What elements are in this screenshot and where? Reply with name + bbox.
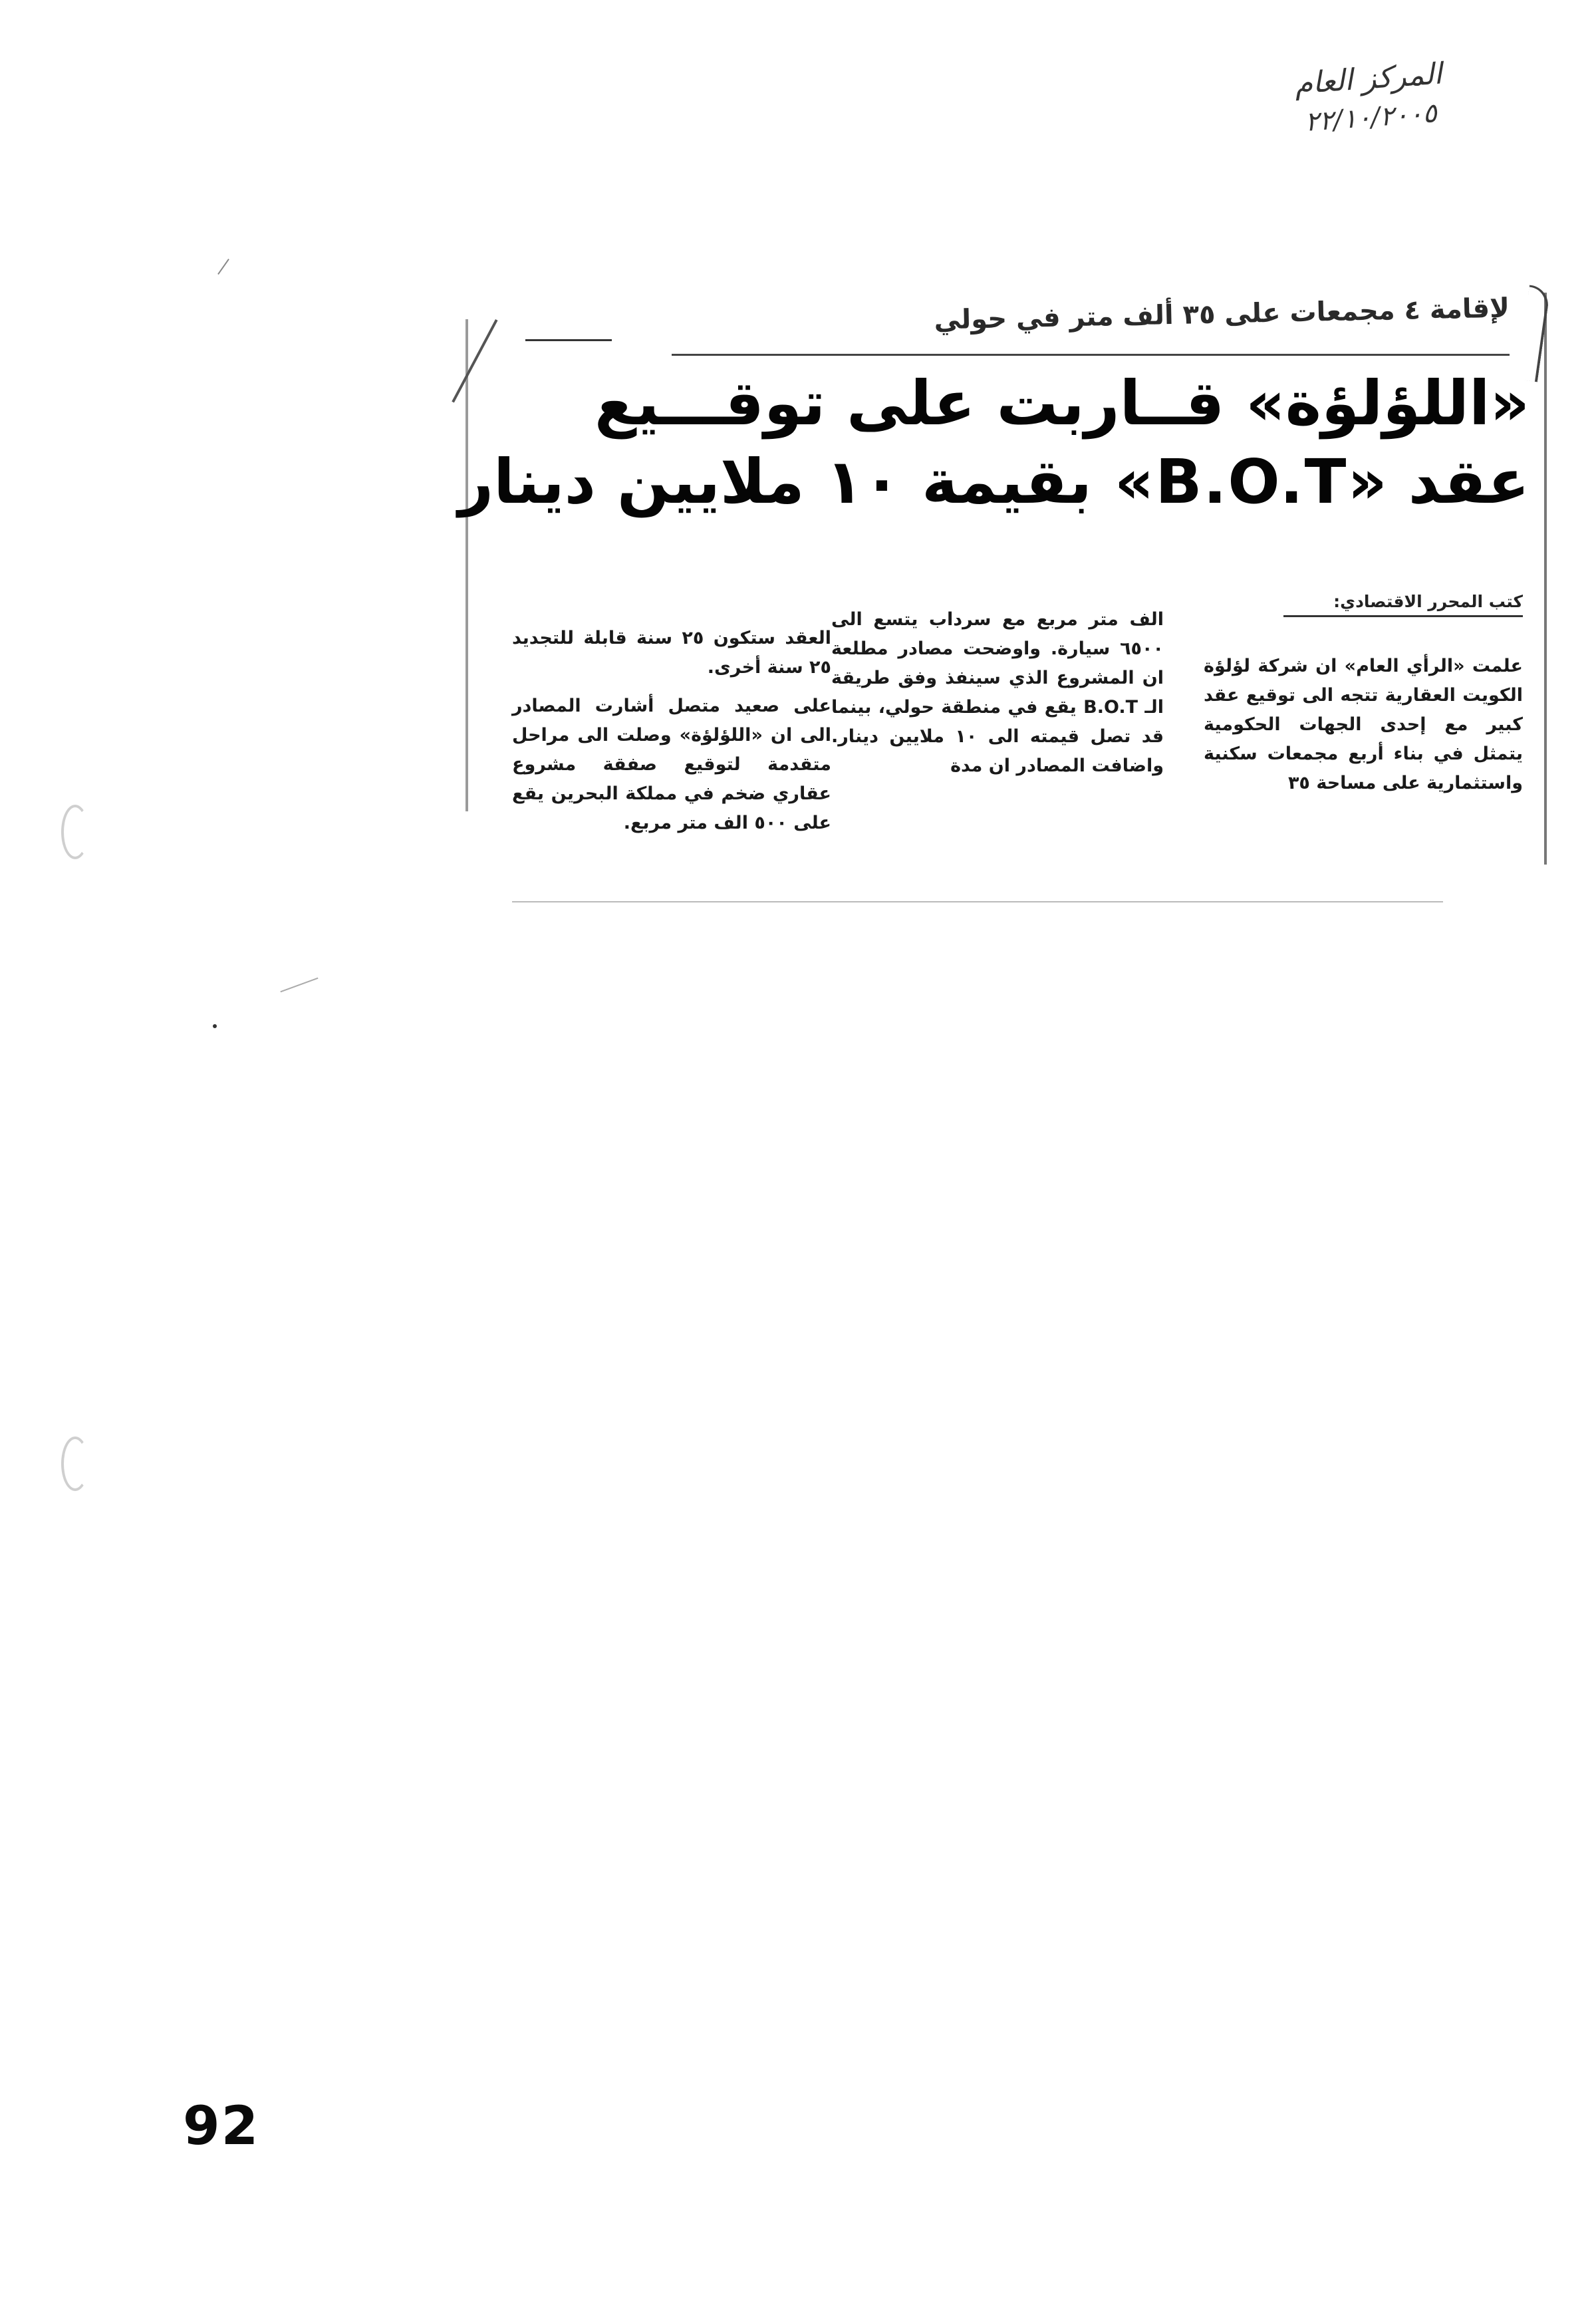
- clipping-edge-bottom: [512, 901, 1443, 902]
- article-column-middle: الف متر مربع مع سرداب يتسع الى ٦٥٠٠ سيارة. واوضحت مصادر مطلعة ان المشروع الذي سينفذ وفق طريقة الـ B.O.T يقع في منطقة حولي، بينما قد تصل قيمته الى ١٠ ملايين دينار. واضافت المصادر ان مدة: [831, 609, 1164, 776]
- handwritten-annotation: [1208, 49, 1532, 157]
- scan-mark: [217, 259, 229, 275]
- headline-line-2: عقد «B.O.T» بقيمة ١٠ ملايين دينار: [458, 446, 1530, 517]
- scan-dot: [213, 1024, 217, 1028]
- paragraph-spacer: [512, 682, 831, 692]
- headline-line-1: «اللؤلؤة» قــاربت على توقـــيع: [594, 368, 1530, 439]
- corner-mark: [452, 319, 497, 402]
- clipping-edge-left: [466, 319, 468, 811]
- article-headline: [458, 364, 1530, 521]
- article-column-left: [512, 624, 831, 838]
- kicker-rule: [672, 354, 1510, 356]
- handwritten-note-line1: المركز العام: [1293, 57, 1443, 101]
- clipping-edge-right: [1544, 293, 1547, 865]
- scan-mark: [280, 978, 318, 992]
- newspaper-clipping: [458, 279, 1549, 911]
- article-byline: كتب المحرر الاقتصادي:: [1283, 592, 1523, 617]
- column-left-paragraph-2: على صعيد متصل أشارت المصادر الى ان «اللؤلؤة» وصلت الى مراحل متقدمة لتوقيع صفقة مشروع عقاري ضخم في مملكة البحرين يقع على ٥٠٠ الف متر مربع.: [512, 696, 831, 833]
- column-left-paragraph-1: العقد ستكون ٢٥ سنة قابلة للتجديد ٢٥ سنة أخرى.: [512, 628, 831, 678]
- article-kicker: لإقامة ٤ مجمعات على ٣٥ ألف متر في حولي: [934, 293, 1510, 336]
- article-column-right: علمت «الرأي العام» ان شركة لؤلؤة الكويت العقارية تتجه الى توقيع عقد كبير مع إحدى الجهات الحكومية يتمثل في بناء أربع مجمعات سكنية واستثمارية على مساحة ٣٥: [1204, 656, 1523, 793]
- page-number: 92: [183, 2095, 260, 2157]
- rule: [525, 339, 612, 341]
- binder-hole: [61, 805, 89, 859]
- binder-hole: [61, 1436, 89, 1491]
- handwritten-note-date: ٢٢/١٠/٢٠٠٥: [1303, 98, 1438, 138]
